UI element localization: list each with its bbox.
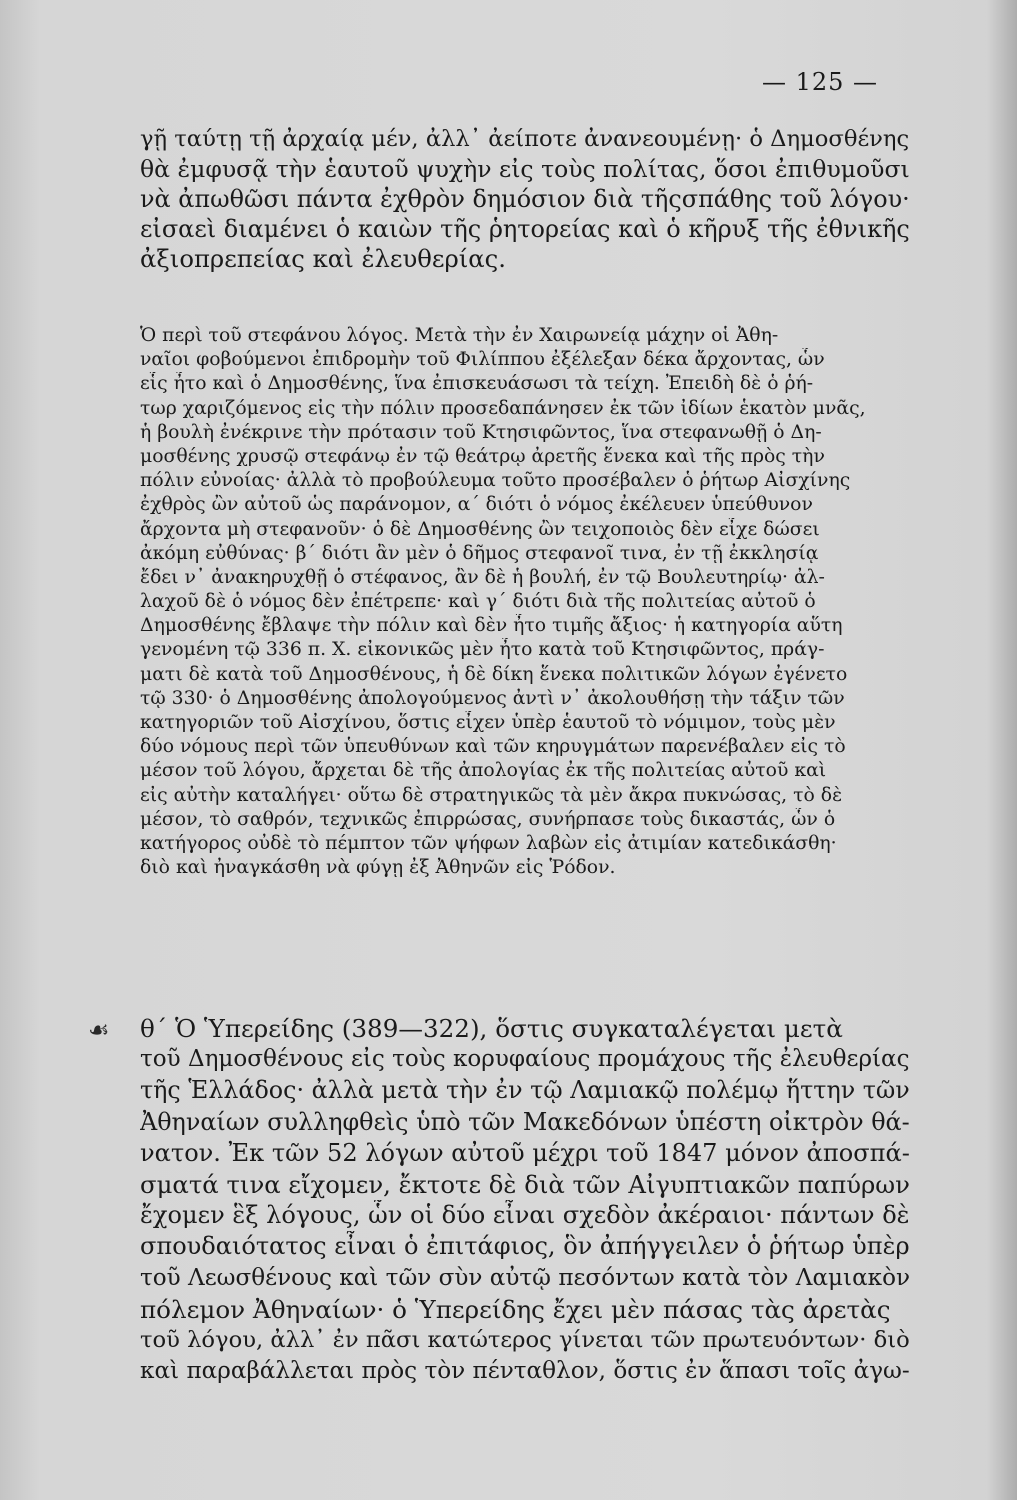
margin-mark-icon: ☙: [88, 1016, 110, 1044]
text-line: ναῖοι φοβούμενοι ἐπιδρομὴν τοῦ Φιλίππου ἐξέλεξαν δέκα ἄρχοντας, ὧν: [140, 349, 825, 371]
text-line: ἔδει ν᾽ ἀνακηρυχθῇ ὁ στέφανος, ἂν δὲ ἡ βουλή, ἐν τῷ Βουλευτηρίῳ· ἀλ-: [140, 566, 825, 588]
text-line: μέσον, τὸ σαθρόν, τεχνικῶς ἐπιρρώσας, συνήρπασε τοὺς δικαστάς, ὧν ὁ: [140, 808, 836, 830]
text-line: εἰσαεὶ διαμένει ὁ καιὼν τῆς ῥητορείας καὶ ὁ κῆρυξ τῆς ἐθνικῆς: [140, 215, 910, 243]
paragraph-3: [140, 1013, 910, 1387]
text-line: μέσον τοῦ λόγου, ἄρχεται δὲ τῆς ἀπολογίας ἐκ τῆς πολιτείας αὐτοῦ καὶ: [140, 760, 827, 782]
text-line: κατηγοριῶν τοῦ Αἰσχίνου, ὅστις εἶχεν ὑπὲρ ἑαυτοῦ τὸ νόμιμον, τοὺς μὲν: [140, 712, 836, 733]
text-line: Ἀθηναίων συλληφθεὶς ὑπὸ τῶν Μακεδόνων ὑπέστη οἰκτρὸν θά-: [140, 1107, 910, 1136]
text-line: λαχοῦ δὲ ὁ νόμος δὲν ἐπέτρεπε· καὶ γ´ διότι διὰ τῆς πολιτείας αὐτοῦ ὁ: [140, 591, 816, 613]
page-edge-shadow: [987, 0, 1017, 1500]
text-line: [140, 905, 910, 929]
paragraph-2: [140, 324, 910, 929]
text-line: θ´ Ὁ Ὑπερείδης (389—322), ὅστις συγκαταλέγεται μετὰ: [140, 1014, 843, 1043]
text-line: τωρ χαριζόμενος εἰς τὴν πόλιν προσεδαπάνησεν ἐκ τῶν ἰδίων ἑκατὸν μνᾶς,: [140, 397, 866, 419]
text-line: [140, 880, 910, 904]
text-line: πόλιν εὐνοίας· ἀλλὰ τὸ προβούλευμα τοῦτο προσέβαλεν ὁ ῥήτωρ Αἰσχίνης: [140, 470, 851, 492]
text-line: τοῦ Δημοσθένους εἰς τοὺς κορυφαίους προμάχους τῆς ἐλευθερίας: [140, 1046, 910, 1073]
text-line: δύο νόμους περὶ τῶν ὑπευθύνων καὶ τῶν κηρυγμάτων παρενέβαλεν εἰς τὸ: [140, 736, 846, 758]
text-line: γενομένη τῷ 336 π. Χ. εἰκονικῶς μὲν ἦτο κατὰ τοῦ Κτησιφῶντος, πράγ-: [140, 639, 825, 661]
text-line: Ὁ περὶ τοῦ στεφάνου λόγος. Μετὰ τὴν ἐν Χαιρωνείᾳ μάχην οἱ Ἀθη-: [140, 325, 779, 346]
text-line: καὶ παραβάλλεται πρὸς τὸν πένταθλον, ὅστις ἐν ἅπασι τοῖς ἀγω-: [140, 1358, 910, 1385]
text-line: κατήγορος οὐδὲ τὸ πέμπτον τῶν ψήφων λαβὼν εἰς ἀτιμίαν κατεδικάσθη·: [140, 832, 837, 854]
text-line: σματά τινα εἴχομεν, ἔκτοτε δὲ διὰ τῶν Αἰγυπτιακῶν παπύρων: [140, 1169, 910, 1199]
text-line: νὰ ἀπωθῶσι πάντα ἐχθρὸν δημόσιον διὰ τῆςσπάθης τοῦ λόγου·: [140, 185, 910, 213]
page-number: — 125 —: [761, 68, 879, 96]
text-line: ἔχομεν ἓξ λόγους, ὧν οἱ δύο εἶναι σχεδὸν ἀκέραιοι· πάντων δὲ: [140, 1201, 910, 1230]
text-line: τοῦ Λεωσθένους καὶ τῶν σὺν αὐτῷ πεσόντων κατὰ τὸν Λαμιακὸν: [140, 1264, 910, 1291]
text-line: Δημοσθένης ἔβλαψε τὴν πόλιν καὶ δὲν ἦτο τιμῆς ἄξιος· ἡ κατηγορία αὕτη: [140, 615, 843, 637]
text-line: σπουδαιότατος εἶναι ὁ ἐπιτάφιος, ὃν ἀπήγγειλεν ὁ ῥήτωρ ὑπὲρ: [140, 1232, 910, 1261]
text-line: ἄρχοντα μὴ στεφανοῦν· ὁ δὲ Δημοσθένης ὢν τειχοποιὸς δὲν εἶχε δώσει: [140, 518, 820, 540]
text-line: εἰς αὐτὴν καταλήγει· οὕτω δὲ στρατηγικῶς τὰ μὲν ἄκρα πυκνώσας, τὸ δὲ: [140, 784, 843, 806]
text-line: τῆς Ἑλλάδος· ἀλλὰ μετὰ τὴν ἐν τῷ Λαμιακῷ πολέμῳ ἥττην τῶν: [140, 1076, 910, 1105]
text-line: θὰ ἐμφυσᾷ τὴν ἑαυτοῦ ψυχὴν εἰς τοὺς πολίτας, ὅσοι ἐπιθυμοῦσι: [140, 155, 910, 183]
text-line: τῷ 330· ὁ Δημοσθένης ἀπολογούμενος ἀντὶ ν᾽ ἀκολουθήσῃ τὴν τάξιν τῶν: [140, 687, 845, 709]
text-line: ἡ βουλὴ ἐνέκρινε τὴν πρότασιν τοῦ Κτησιφῶντος, ἵνα στεφανωθῇ ὁ Δη-: [140, 421, 822, 443]
text-line: ἐχθρὸς ὢν αὐτοῦ ὡς παράνομον, α´ διότι ὁ νόμος ἐκέλευεν ὑπεύθυνον: [140, 494, 813, 516]
text-line: μοσθένης χρυσῷ στεφάνῳ ἐν τῷ θεάτρῳ ἀρετῆς ἕνεκα καὶ τῆς πρὸς τὴν: [140, 445, 825, 467]
text-line: τοῦ λόγου, ἀλλ᾽ ἐν πᾶσι κατώτερος γίνεται τῶν πρωτευόντων· διὸ: [140, 1326, 910, 1353]
text-line: νατον. Ἐκ τῶν 52 λόγων αὐτοῦ μέχρι τοῦ 1847 μόνον ἀποσπά-: [140, 1138, 910, 1167]
text-line: διὸ καὶ ἠναγκάσθη νὰ φύγῃ ἐξ Ἀθηνῶν εἰς Ῥόδον.: [140, 857, 616, 879]
text-line: γῇ ταύτῃ τῇ ἀρχαίᾳ μέν, ἀλλ᾽ ἀείποτε ἀνανεουμένῃ· ὁ Δημοσθένης: [140, 126, 910, 152]
text-line: ἀξιοπρεπείας καὶ ἐλευθερίας.: [140, 244, 507, 273]
text-line: ἀκόμη εὐθύνας· β´ διότι ἂν μὲν ὁ δῆμος στεφανοῖ τινα, ἐν τῇ ἐκκλησίᾳ: [140, 542, 819, 564]
text-line: εἷς ἦτο καὶ ὁ Δημοσθένης, ἵνα ἐπισκευάσωσι τὰ τείχη. Ἐπειδὴ δὲ ὁ ῥή-: [140, 373, 814, 395]
paragraph-1: [140, 124, 910, 274]
text-line: ματι δὲ κατὰ τοῦ Δημοσθένους, ἡ δὲ δίκη ἕνεκα πολιτικῶν λόγων ἐγένετο: [140, 663, 848, 685]
text-line: πόλεμον Ἀθηναίων· ὁ Ὑπερείδης ἔχει μὲν πάσας τὰς ἀρετὰς: [140, 1294, 891, 1324]
